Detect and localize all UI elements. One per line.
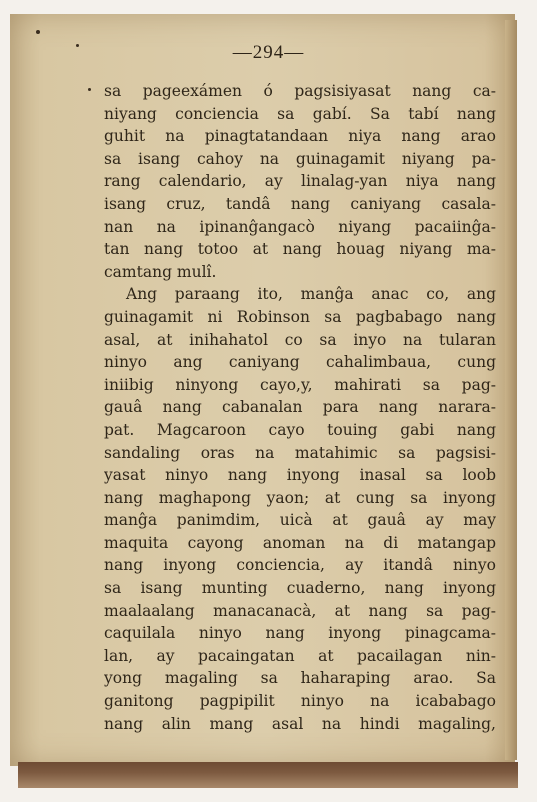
text-line: lan, ay pacaingatan at pacailagan nin- xyxy=(104,646,496,665)
text-line: sandaling oras na matahimic sa pagsisi- xyxy=(104,443,496,462)
page-right-fold xyxy=(505,20,517,760)
text-line: ganitong pagpipilit ninyo na icababago xyxy=(104,692,496,711)
text-line: asal, at inihahatol co sa inyo na tularan xyxy=(104,330,496,349)
ink-speck xyxy=(36,30,40,34)
text-line: pat. Magcaroon cayo touing gabi nang xyxy=(104,420,496,439)
text-line: gauâ nang cabanalan para nang narara- xyxy=(104,398,496,417)
text-line: niyang conciencia sa gabí. Sa tabí nang xyxy=(104,104,496,123)
text-line: guhit na pinagtatandaan niya nang arao xyxy=(104,127,496,146)
text-line: sa isang cahoy na guinagamit niyang pa- xyxy=(104,149,496,168)
text-line: isang cruz, tandâ nang caniyang casala- xyxy=(104,194,496,213)
text-line: guinagamit ni Robinson sa pagbabago nang xyxy=(104,307,496,326)
page-number: —294— xyxy=(232,42,305,63)
page-bottom-edge xyxy=(18,762,518,788)
text-line: yong magaling sa haharaping arao. Sa xyxy=(104,669,496,688)
text-line: iniibig ninyong cayo,y, mahirati sa pag- xyxy=(104,375,496,394)
text-line: camtang mulî. xyxy=(104,262,217,281)
paragraph xyxy=(104,80,496,283)
body-text xyxy=(104,80,496,735)
text-line: tan nang totoo at nang houag niyang ma- xyxy=(104,240,496,259)
ink-speck xyxy=(88,88,91,91)
text-line: sa isang munting cuaderno, nang inyong xyxy=(104,579,496,598)
text-line: Ang paraang ito, manĝa anac co, ang xyxy=(126,285,496,304)
text-line: sa pageexámen ó pagsisiyasat nang ca- xyxy=(104,82,496,100)
text-line: nang inyong conciencia, ay itandâ ninyo xyxy=(104,556,496,575)
text-line: manĝa panimdim, uicà at gauâ ay may xyxy=(104,511,496,530)
text-line: maquita cayong anoman na di matangap xyxy=(104,533,496,552)
text-line: rang calendario, ay linalag-yan niya nang xyxy=(104,172,496,191)
text-line: ninyo ang caniyang cahalimbaua, cung xyxy=(104,353,496,372)
text-line: maalaalang manacanacà, at nang sa pag- xyxy=(104,601,496,620)
text-line: yasat ninyo nang inyong inasal sa loob xyxy=(104,466,496,485)
text-line: caquilala ninyo nang inyong pinagcama- xyxy=(104,624,496,643)
paragraph xyxy=(104,283,496,735)
text-line: nang maghapong yaon; at cung sa inyong xyxy=(104,488,496,507)
text-line: nan na ipinanĝangacò niyang pacaiinĝa- xyxy=(104,217,496,236)
text-line: nang alin mang asal na hindi magaling, xyxy=(104,714,496,733)
